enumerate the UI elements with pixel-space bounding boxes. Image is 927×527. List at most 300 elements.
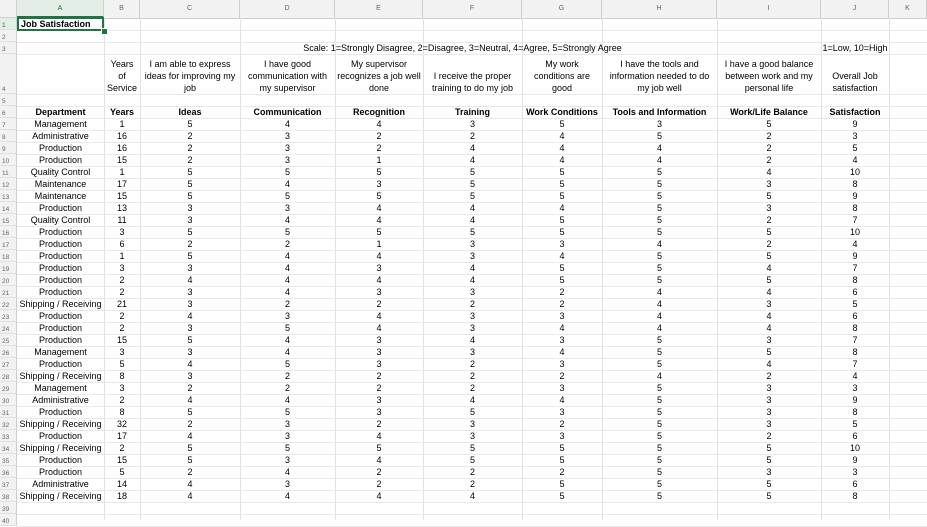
table-cell[interactable]: 5 (656, 383, 662, 393)
row-header-25[interactable]: 25 (0, 334, 17, 346)
column-header-a[interactable]: A (17, 0, 104, 18)
table-cell[interactable]: 2 (376, 131, 382, 141)
table-cell[interactable]: 9 (852, 119, 858, 129)
row-header-40[interactable]: 40 (0, 514, 17, 526)
table-cell[interactable]: 8 (852, 407, 858, 417)
row-header-8[interactable]: 8 (0, 130, 17, 142)
table-cell[interactable]: Production (38, 407, 83, 417)
table-cell[interactable]: 5 (656, 359, 662, 369)
table-cell[interactable]: 3 (766, 419, 772, 429)
table-cell[interactable]: 2 (119, 395, 125, 405)
header-ideas[interactable]: Ideas (178, 107, 202, 117)
table-cell[interactable]: Shipping / Receiving (19, 299, 102, 309)
table-cell[interactable]: 3 (766, 395, 772, 405)
table-cell[interactable]: 5 (469, 227, 475, 237)
table-cell[interactable]: 3 (852, 383, 858, 393)
table-cell[interactable]: 4 (766, 323, 772, 333)
table-cell[interactable]: 2 (766, 143, 772, 153)
table-cell[interactable]: 5 (656, 491, 662, 501)
table-cell[interactable]: 2 (187, 467, 193, 477)
table-cell[interactable]: 5 (656, 275, 662, 285)
table-cell[interactable]: 5 (187, 455, 193, 465)
table-cell[interactable]: 5 (559, 179, 565, 189)
table-cell[interactable]: 4 (284, 287, 290, 297)
table-cell[interactable]: 6 (852, 311, 858, 321)
table-cell[interactable]: 15 (116, 455, 127, 465)
table-cell[interactable]: 5 (559, 275, 565, 285)
table-cell[interactable]: 4 (469, 335, 475, 345)
row-header-5[interactable]: 5 (0, 94, 17, 106)
table-cell[interactable]: 5 (559, 167, 565, 177)
table-cell[interactable]: 5 (766, 191, 772, 201)
table-cell[interactable]: 9 (852, 455, 858, 465)
table-cell[interactable]: 4 (559, 323, 565, 333)
table-cell[interactable]: 5 (469, 179, 475, 189)
table-cell[interactable]: 7 (852, 359, 858, 369)
header-training[interactable]: Training (454, 107, 490, 117)
table-cell[interactable]: 3 (284, 311, 290, 321)
table-cell[interactable]: 3 (559, 383, 565, 393)
table-cell[interactable]: 4 (656, 143, 662, 153)
table-cell[interactable]: 5 (284, 167, 290, 177)
table-cell[interactable]: 4 (376, 491, 382, 501)
table-cell[interactable]: 2 (469, 359, 475, 369)
table-cell[interactable]: 5 (766, 251, 772, 261)
row-header-1[interactable]: 1 (0, 18, 17, 30)
table-cell[interactable]: 5 (284, 323, 290, 333)
table-cell[interactable]: Shipping / Receiving (19, 419, 102, 429)
question-3[interactable]: I am able to express ideas for improving my job (144, 59, 236, 93)
header-work-life-balance[interactable]: Work/Life Balance (730, 107, 808, 117)
table-cell[interactable]: 2 (119, 287, 125, 297)
table-cell[interactable]: 4 (376, 455, 382, 465)
table-cell[interactable]: 5 (559, 119, 565, 129)
row-header-37[interactable]: 37 (0, 478, 17, 490)
table-cell[interactable]: 1 (376, 239, 382, 249)
table-cell[interactable]: 4 (656, 311, 662, 321)
table-cell[interactable]: 5 (284, 227, 290, 237)
header-communication[interactable]: Communication (253, 107, 322, 117)
row-header-39[interactable]: 39 (0, 502, 17, 514)
row-header-24[interactable]: 24 (0, 322, 17, 334)
table-cell[interactable]: 5 (284, 359, 290, 369)
table-cell[interactable]: 2 (376, 419, 382, 429)
row-header-15[interactable]: 15 (0, 214, 17, 226)
table-cell[interactable]: 5 (656, 167, 662, 177)
row-header-20[interactable]: 20 (0, 274, 17, 286)
table-cell[interactable]: 3 (376, 179, 382, 189)
column-header-d[interactable]: D (240, 0, 335, 18)
table-cell[interactable]: 5 (469, 191, 475, 201)
table-cell[interactable]: 4 (469, 491, 475, 501)
table-cell[interactable]: 3 (559, 311, 565, 321)
row-header-32[interactable]: 32 (0, 418, 17, 430)
table-cell[interactable]: 8 (852, 179, 858, 189)
table-cell[interactable]: 5 (559, 227, 565, 237)
table-cell[interactable]: 2 (119, 275, 125, 285)
table-cell[interactable]: 4 (376, 119, 382, 129)
row-header-12[interactable]: 12 (0, 178, 17, 190)
table-cell[interactable]: 3 (284, 455, 290, 465)
table-cell[interactable]: 5 (656, 395, 662, 405)
table-cell[interactable]: 2 (766, 239, 772, 249)
table-cell[interactable]: 5 (852, 143, 858, 153)
table-cell[interactable]: 4 (376, 311, 382, 321)
table-cell[interactable]: 1 (119, 251, 125, 261)
table-cell[interactable]: 3 (766, 335, 772, 345)
table-cell[interactable]: 3 (284, 155, 290, 165)
table-cell[interactable]: 3 (376, 335, 382, 345)
table-cell[interactable]: 5 (656, 419, 662, 429)
table-cell[interactable]: 4 (559, 131, 565, 141)
row-header-3[interactable]: 3 (0, 42, 17, 54)
row-header-19[interactable]: 19 (0, 262, 17, 274)
active-cell-selection[interactable] (17, 17, 104, 31)
column-header-e[interactable]: E (335, 0, 423, 18)
table-cell[interactable]: 4 (559, 203, 565, 213)
table-cell[interactable]: Production (38, 203, 83, 213)
table-cell[interactable]: 2 (187, 143, 193, 153)
table-cell[interactable]: 3 (187, 347, 193, 357)
table-cell[interactable]: 3 (559, 359, 565, 369)
table-cell[interactable]: 5 (852, 419, 858, 429)
table-cell[interactable]: 5 (187, 179, 193, 189)
column-header-i[interactable]: I (717, 0, 821, 18)
table-cell[interactable]: 3 (284, 431, 290, 441)
table-cell[interactable]: 17 (116, 179, 127, 189)
table-cell[interactable]: 2 (376, 467, 382, 477)
table-cell[interactable]: 5 (187, 335, 193, 345)
table-cell[interactable]: 2 (376, 299, 382, 309)
table-cell[interactable]: 4 (656, 299, 662, 309)
table-cell[interactable]: 4 (469, 203, 475, 213)
table-cell[interactable]: 4 (656, 287, 662, 297)
table-cell[interactable]: Production (38, 431, 83, 441)
table-cell[interactable]: 4 (284, 395, 290, 405)
table-cell[interactable]: 2 (559, 467, 565, 477)
column-header-b[interactable]: B (104, 0, 140, 18)
table-cell[interactable]: 6 (119, 239, 125, 249)
table-cell[interactable]: 4 (469, 215, 475, 225)
table-cell[interactable]: 2 (469, 131, 475, 141)
table-cell[interactable]: 2 (187, 383, 193, 393)
table-cell[interactable]: 3 (469, 311, 475, 321)
table-cell[interactable]: 1 (119, 167, 125, 177)
table-cell[interactable]: 2 (766, 131, 772, 141)
header-department[interactable]: Department (35, 107, 86, 117)
table-cell[interactable]: 4 (284, 251, 290, 261)
table-cell[interactable]: 5 (656, 263, 662, 273)
table-cell[interactable]: 3 (376, 287, 382, 297)
row-header-6[interactable]: 6 (0, 106, 17, 118)
table-cell[interactable]: 5 (656, 443, 662, 453)
table-cell[interactable]: 4 (376, 215, 382, 225)
table-cell[interactable]: 4 (187, 275, 193, 285)
table-cell[interactable]: Administrative (32, 479, 89, 489)
table-cell[interactable]: 9 (852, 251, 858, 261)
table-cell[interactable]: 4 (284, 275, 290, 285)
table-cell[interactable]: 4 (284, 347, 290, 357)
table-cell[interactable]: 3 (284, 419, 290, 429)
table-cell[interactable]: 5 (187, 167, 193, 177)
table-cell[interactable]: 4 (469, 263, 475, 273)
table-cell[interactable]: Maintenance (34, 191, 87, 201)
table-cell[interactable]: 2 (284, 383, 290, 393)
table-cell[interactable]: 4 (187, 491, 193, 501)
table-cell[interactable]: 4 (284, 215, 290, 225)
row-header-26[interactable]: 26 (0, 346, 17, 358)
table-cell[interactable]: 2 (469, 299, 475, 309)
table-cell[interactable]: Management (34, 383, 87, 393)
table-cell[interactable]: 5 (284, 443, 290, 453)
table-cell[interactable]: 5 (469, 443, 475, 453)
table-cell[interactable]: 5 (187, 119, 193, 129)
table-cell[interactable]: 10 (849, 227, 860, 237)
table-cell[interactable]: 1 (376, 155, 382, 165)
table-cell[interactable]: 2 (376, 143, 382, 153)
row-header-7[interactable]: 7 (0, 118, 17, 130)
table-cell[interactable]: 5 (187, 251, 193, 261)
table-cell[interactable]: 2 (187, 155, 193, 165)
table-cell[interactable]: Production (38, 323, 83, 333)
table-cell[interactable]: 4 (559, 155, 565, 165)
table-cell[interactable]: 3 (852, 131, 858, 141)
table-cell[interactable]: 5 (187, 443, 193, 453)
table-cell[interactable]: 5 (766, 119, 772, 129)
row-header-36[interactable]: 36 (0, 466, 17, 478)
table-cell[interactable]: 5 (656, 215, 662, 225)
column-header-h[interactable]: H (602, 0, 717, 18)
table-cell[interactable]: 3 (766, 203, 772, 213)
table-cell[interactable]: 4 (656, 155, 662, 165)
table-cell[interactable]: 2 (766, 155, 772, 165)
table-cell[interactable]: 13 (116, 203, 127, 213)
table-cell[interactable]: 3 (284, 143, 290, 153)
row-header-17[interactable]: 17 (0, 238, 17, 250)
table-cell[interactable]: 3 (766, 407, 772, 417)
table-cell[interactable]: 2 (284, 239, 290, 249)
table-cell[interactable]: 5 (559, 215, 565, 225)
table-cell[interactable]: 2 (559, 299, 565, 309)
table-cell[interactable]: 3 (469, 287, 475, 297)
column-header-f[interactable]: F (423, 0, 522, 18)
question-6[interactable]: I receive the proper training to do my job (431, 71, 514, 93)
sheet-title[interactable]: Job Satisfaction (21, 19, 91, 29)
table-cell[interactable]: 3 (656, 119, 662, 129)
table-cell[interactable]: 5 (656, 335, 662, 345)
scale-note-satisfaction[interactable]: 1=Low, 10=High (822, 43, 888, 53)
scale-note[interactable]: Scale: 1=Strongly Disagree, 2=Disagree, 3=Neutral, 4=Agree, 5=Strongly Agree (303, 43, 622, 53)
table-cell[interactable]: 5 (656, 479, 662, 489)
table-cell[interactable]: 3 (376, 263, 382, 273)
table-cell[interactable]: 3 (119, 383, 125, 393)
table-cell[interactable]: 2 (376, 479, 382, 489)
table-cell[interactable]: 3 (376, 407, 382, 417)
table-cell[interactable]: 5 (656, 431, 662, 441)
row-header-33[interactable]: 33 (0, 430, 17, 442)
table-cell[interactable]: 3 (766, 179, 772, 189)
table-cell[interactable]: 5 (656, 407, 662, 417)
table-cell[interactable]: 5 (376, 443, 382, 453)
table-cell[interactable]: 4 (284, 179, 290, 189)
table-cell[interactable]: 5 (656, 191, 662, 201)
column-header-k[interactable]: K (889, 0, 927, 18)
table-cell[interactable]: 3 (559, 335, 565, 345)
table-cell[interactable]: 5 (559, 491, 565, 501)
table-cell[interactable]: 5 (766, 455, 772, 465)
table-cell[interactable]: 4 (766, 311, 772, 321)
table-cell[interactable]: 4 (656, 239, 662, 249)
table-cell[interactable]: 4 (766, 287, 772, 297)
row-header-11[interactable]: 11 (0, 166, 17, 178)
table-cell[interactable]: 16 (116, 143, 127, 153)
table-cell[interactable]: Production (38, 287, 83, 297)
table-cell[interactable]: 5 (376, 227, 382, 237)
table-cell[interactable]: 2 (469, 371, 475, 381)
question-10[interactable]: Overall Job satisfaction (832, 71, 878, 93)
table-cell[interactable]: 4 (766, 359, 772, 369)
table-cell[interactable]: 1 (119, 119, 125, 129)
table-cell[interactable]: 3 (469, 347, 475, 357)
table-cell[interactable]: 4 (187, 311, 193, 321)
table-cell[interactable]: 5 (469, 407, 475, 417)
table-cell[interactable]: Production (38, 251, 83, 261)
table-cell[interactable]: 10 (849, 167, 860, 177)
table-cell[interactable]: 7 (852, 263, 858, 273)
table-cell[interactable]: 3 (284, 131, 290, 141)
table-cell[interactable]: 3 (187, 323, 193, 333)
row-header-4[interactable]: 4 (0, 54, 17, 94)
table-cell[interactable]: Shipping / Receiving (19, 371, 102, 381)
table-cell[interactable]: 5 (656, 179, 662, 189)
table-cell[interactable]: Maintenance (34, 179, 87, 189)
table-cell[interactable]: 3 (284, 479, 290, 489)
row-header-2[interactable]: 2 (0, 30, 17, 42)
table-cell[interactable]: 3 (187, 203, 193, 213)
table-cell[interactable]: 8 (852, 491, 858, 501)
table-cell[interactable]: 5 (187, 227, 193, 237)
table-cell[interactable]: 2 (119, 443, 125, 453)
table-cell[interactable]: 3 (766, 467, 772, 477)
question-7[interactable]: My work conditions are good (533, 59, 591, 93)
row-header-14[interactable]: 14 (0, 202, 17, 214)
table-cell[interactable]: Production (38, 155, 83, 165)
table-cell[interactable]: 8 (852, 275, 858, 285)
table-cell[interactable]: 6 (852, 287, 858, 297)
table-cell[interactable]: 2 (376, 383, 382, 393)
table-cell[interactable]: 5 (469, 167, 475, 177)
header-recognition[interactable]: Recognition (353, 107, 405, 117)
table-cell[interactable]: 3 (376, 395, 382, 405)
row-header-21[interactable]: 21 (0, 286, 17, 298)
table-cell[interactable]: 3 (766, 299, 772, 309)
table-cell[interactable]: 3 (469, 251, 475, 261)
table-cell[interactable]: 3 (559, 431, 565, 441)
table-cell[interactable]: 4 (559, 143, 565, 153)
table-cell[interactable]: 4 (766, 263, 772, 273)
table-cell[interactable]: 5 (766, 227, 772, 237)
table-cell[interactable]: 3 (119, 227, 125, 237)
table-cell[interactable]: 5 (766, 347, 772, 357)
table-cell[interactable]: 6 (852, 479, 858, 489)
table-cell[interactable]: 4 (656, 323, 662, 333)
table-cell[interactable]: 5 (559, 191, 565, 201)
row-header-30[interactable]: 30 (0, 394, 17, 406)
table-cell[interactable]: 5 (766, 443, 772, 453)
table-cell[interactable]: 4 (376, 203, 382, 213)
table-cell[interactable]: 5 (119, 467, 125, 477)
table-cell[interactable]: 4 (656, 371, 662, 381)
table-cell[interactable]: 5 (559, 443, 565, 453)
table-cell[interactable]: 4 (187, 359, 193, 369)
table-cell[interactable]: Administrative (32, 395, 89, 405)
table-cell[interactable]: 4 (852, 371, 858, 381)
table-cell[interactable]: 8 (119, 407, 125, 417)
column-header-g[interactable]: G (522, 0, 602, 18)
header-tools-and-information[interactable]: Tools and Information (612, 107, 707, 117)
table-cell[interactable]: 9 (852, 395, 858, 405)
header-satisfaction[interactable]: Satisfaction (829, 107, 881, 117)
table-cell[interactable]: 4 (559, 347, 565, 357)
table-cell[interactable]: Production (38, 335, 83, 345)
table-cell[interactable]: 3 (852, 467, 858, 477)
table-cell[interactable]: 4 (469, 395, 475, 405)
table-cell[interactable]: 3 (187, 263, 193, 273)
table-cell[interactable]: 2 (187, 419, 193, 429)
table-cell[interactable]: Shipping / Receiving (19, 491, 102, 501)
table-cell[interactable]: 5 (656, 131, 662, 141)
question-4[interactable]: I have good communication with my supervisor (247, 59, 328, 93)
select-all-corner[interactable] (0, 0, 17, 18)
table-cell[interactable]: 2 (559, 419, 565, 429)
table-cell[interactable]: 15 (116, 191, 127, 201)
table-cell[interactable]: 4 (469, 275, 475, 285)
table-cell[interactable]: 5 (559, 479, 565, 489)
table-cell[interactable]: Management (34, 347, 87, 357)
table-cell[interactable]: Production (38, 143, 83, 153)
table-cell[interactable]: Quality Control (30, 215, 91, 225)
table-cell[interactable]: 2 (559, 287, 565, 297)
table-cell[interactable]: Production (38, 227, 83, 237)
table-cell[interactable]: 17 (116, 431, 127, 441)
table-cell[interactable]: 2 (284, 371, 290, 381)
table-cell[interactable]: 3 (119, 263, 125, 273)
question-5[interactable]: My supervisor recognizes a job well done (337, 59, 421, 93)
table-cell[interactable]: 5 (559, 263, 565, 273)
table-cell[interactable]: 5 (852, 299, 858, 309)
table-cell[interactable]: 5 (656, 203, 662, 213)
table-cell[interactable]: 3 (559, 407, 565, 417)
table-cell[interactable]: 5 (559, 455, 565, 465)
table-cell[interactable]: 4 (284, 491, 290, 501)
table-cell[interactable]: 14 (116, 479, 127, 489)
table-cell[interactable]: 4 (766, 167, 772, 177)
fill-handle[interactable] (101, 28, 108, 35)
table-cell[interactable]: Production (38, 239, 83, 249)
table-cell[interactable]: Production (38, 263, 83, 273)
table-cell[interactable]: 15 (116, 155, 127, 165)
table-cell[interactable]: 10 (849, 443, 860, 453)
table-cell[interactable]: Production (38, 467, 83, 477)
table-cell[interactable]: 2 (119, 311, 125, 321)
row-header-10[interactable]: 10 (0, 154, 17, 166)
table-cell[interactable]: 6 (852, 431, 858, 441)
table-cell[interactable]: Production (38, 359, 83, 369)
table-cell[interactable]: 3 (187, 371, 193, 381)
table-cell[interactable]: 7 (852, 335, 858, 345)
table-cell[interactable]: 2 (766, 431, 772, 441)
table-cell[interactable]: 2 (376, 371, 382, 381)
